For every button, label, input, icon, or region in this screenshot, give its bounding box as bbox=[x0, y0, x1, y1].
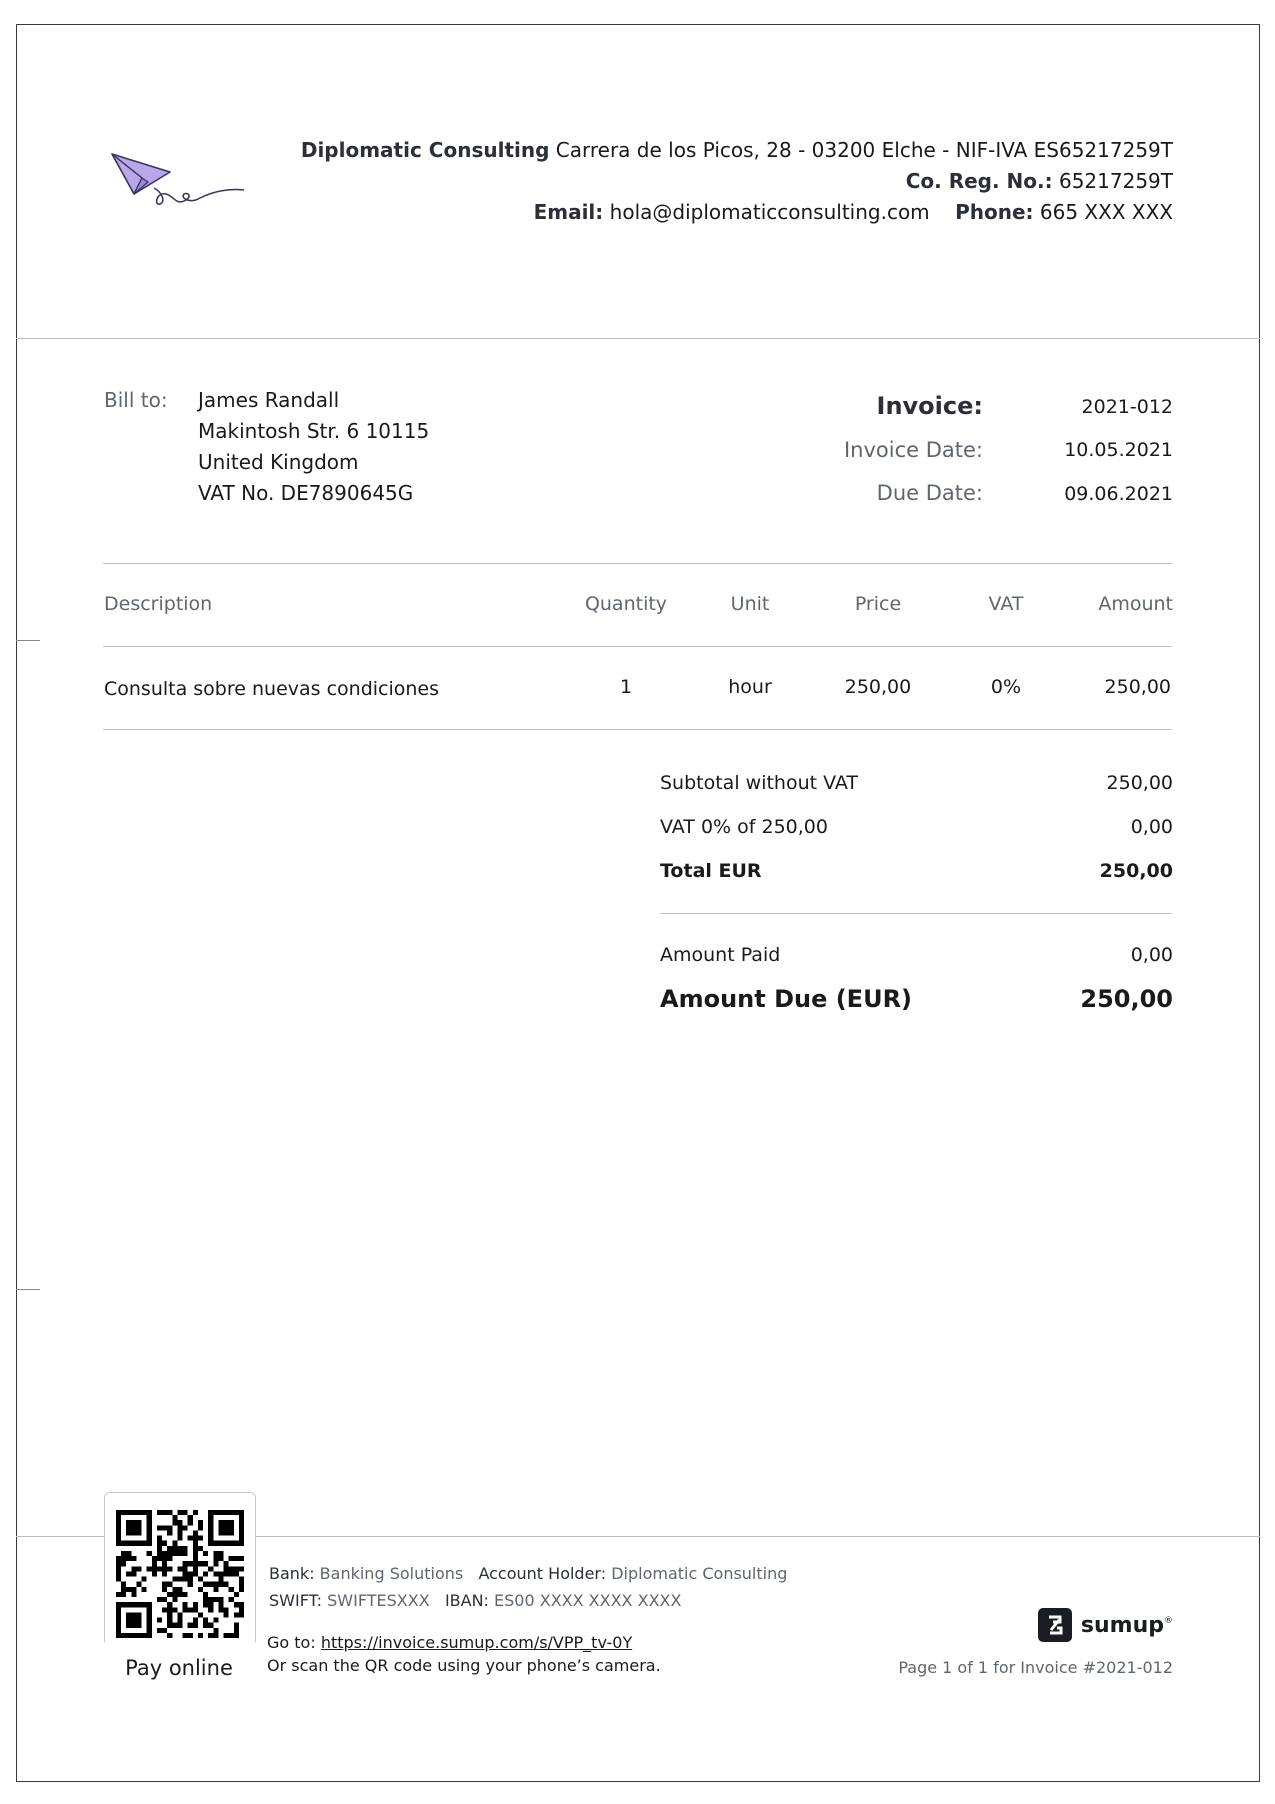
brand-mark: ® bbox=[1164, 1616, 1173, 1627]
phone-label: Phone: bbox=[955, 200, 1034, 224]
client-street: Makintosh Str. 6 10115 bbox=[198, 419, 430, 443]
invoice-number: 2021-012 bbox=[1081, 396, 1173, 418]
email-label: Email: bbox=[533, 200, 604, 224]
cell-description: Consulta sobre nuevas condiciones bbox=[104, 678, 440, 700]
cell-amount: 250,00 bbox=[1104, 676, 1171, 698]
company-line-2 bbox=[906, 169, 1173, 193]
invoice-number-label: Invoice: bbox=[876, 392, 983, 420]
email-value[interactable]: hola@diplomaticconsulting.com bbox=[609, 200, 930, 224]
col-header-unit: Unit bbox=[730, 593, 770, 615]
scan-instructions: Or scan the QR code using your phone’s camera. bbox=[267, 1656, 661, 1675]
company-line-3 bbox=[534, 200, 1173, 224]
sumup-logo bbox=[1038, 1608, 1173, 1642]
paper-plane-icon bbox=[108, 148, 248, 218]
swift-value: SWIFTESXXX bbox=[327, 1591, 430, 1610]
payment-link[interactable]: https://invoice.sumup.com/s/VPP_tv-0Y bbox=[320, 1633, 633, 1652]
due-date: 09.06.2021 bbox=[1064, 483, 1173, 505]
pay-online-label[interactable]: Pay online bbox=[125, 1656, 233, 1680]
fold-mark-bottom bbox=[16, 1289, 40, 1290]
invoice-date: 10.05.2021 bbox=[1064, 439, 1173, 461]
holder-label: Account Holder: bbox=[478, 1564, 607, 1583]
iban-value: ES00 XXXX XXXX XXXX bbox=[494, 1591, 682, 1610]
page-info: Page 1 of 1 for Invoice #2021-012 bbox=[898, 1658, 1173, 1677]
holder-value: Diplomatic Consulting bbox=[611, 1564, 788, 1583]
reg-value: 65217259T bbox=[1058, 169, 1173, 193]
amount-paid-value: 0,00 bbox=[1130, 944, 1173, 966]
client-vat: VAT No. DE7890645G bbox=[198, 481, 414, 505]
amount-due-value: 250,00 bbox=[1080, 985, 1173, 1013]
qr-code[interactable] bbox=[116, 1510, 244, 1638]
total-value: 250,00 bbox=[1099, 860, 1173, 882]
col-header-vat: VAT bbox=[988, 593, 1024, 615]
vat-value: 0,00 bbox=[1130, 816, 1173, 838]
payment-link-line bbox=[267, 1633, 632, 1652]
client-country: United Kingdom bbox=[198, 450, 359, 474]
col-header-amount: Amount bbox=[1098, 593, 1173, 615]
col-header-price: Price bbox=[854, 593, 902, 615]
company-name: Diplomatic Consulting bbox=[300, 138, 550, 162]
bill-to-label: Bill to: bbox=[104, 388, 168, 412]
table-top-rule bbox=[103, 563, 1172, 564]
subtotal-label: Subtotal without VAT bbox=[660, 772, 859, 794]
fold-mark-top bbox=[16, 640, 40, 641]
cell-price: 250,00 bbox=[844, 676, 912, 698]
vat-label: VAT 0% of 250,00 bbox=[660, 816, 828, 838]
company-line-1 bbox=[301, 138, 1173, 162]
phone-value: 665 XXX XXX bbox=[1039, 200, 1173, 224]
amount-paid-label: Amount Paid bbox=[660, 944, 781, 966]
bank-line-2 bbox=[269, 1591, 681, 1610]
col-header-quantity: Quantity bbox=[584, 593, 668, 615]
iban-label: IBAN: bbox=[444, 1591, 489, 1610]
col-header-description: Description bbox=[104, 593, 213, 615]
client-name: James Randall bbox=[198, 388, 340, 412]
due-date-label: Due Date: bbox=[876, 481, 983, 505]
swift-label: SWIFT: bbox=[269, 1591, 323, 1610]
cell-unit: hour bbox=[728, 676, 772, 698]
total-label: Total EUR bbox=[660, 860, 762, 882]
invoice-date-label: Invoice Date: bbox=[843, 438, 983, 462]
cell-vat: 0% bbox=[990, 676, 1022, 698]
bank-line-1 bbox=[269, 1564, 787, 1583]
sumup-mark-icon bbox=[1038, 1608, 1072, 1642]
goto-label: Go to: bbox=[267, 1633, 316, 1652]
reg-label: Co. Reg. No.: bbox=[905, 169, 1053, 193]
totals-rule bbox=[660, 913, 1172, 914]
bank-value: Banking Solutions bbox=[319, 1564, 464, 1583]
cell-quantity: 1 bbox=[619, 676, 633, 698]
amount-due-label: Amount Due (EUR) bbox=[660, 985, 913, 1013]
sumup-wordmark: sumup bbox=[1080, 1612, 1164, 1638]
bank-label: Bank: bbox=[269, 1564, 315, 1583]
table-header-rule bbox=[103, 646, 1172, 647]
table-bottom-rule bbox=[103, 729, 1172, 730]
header-divider bbox=[16, 338, 1260, 339]
company-address: Carrera de los Picos, 28 - 03200 Elche - NIF-IVA ES65217259T bbox=[555, 138, 1173, 162]
subtotal-value: 250,00 bbox=[1106, 772, 1173, 794]
